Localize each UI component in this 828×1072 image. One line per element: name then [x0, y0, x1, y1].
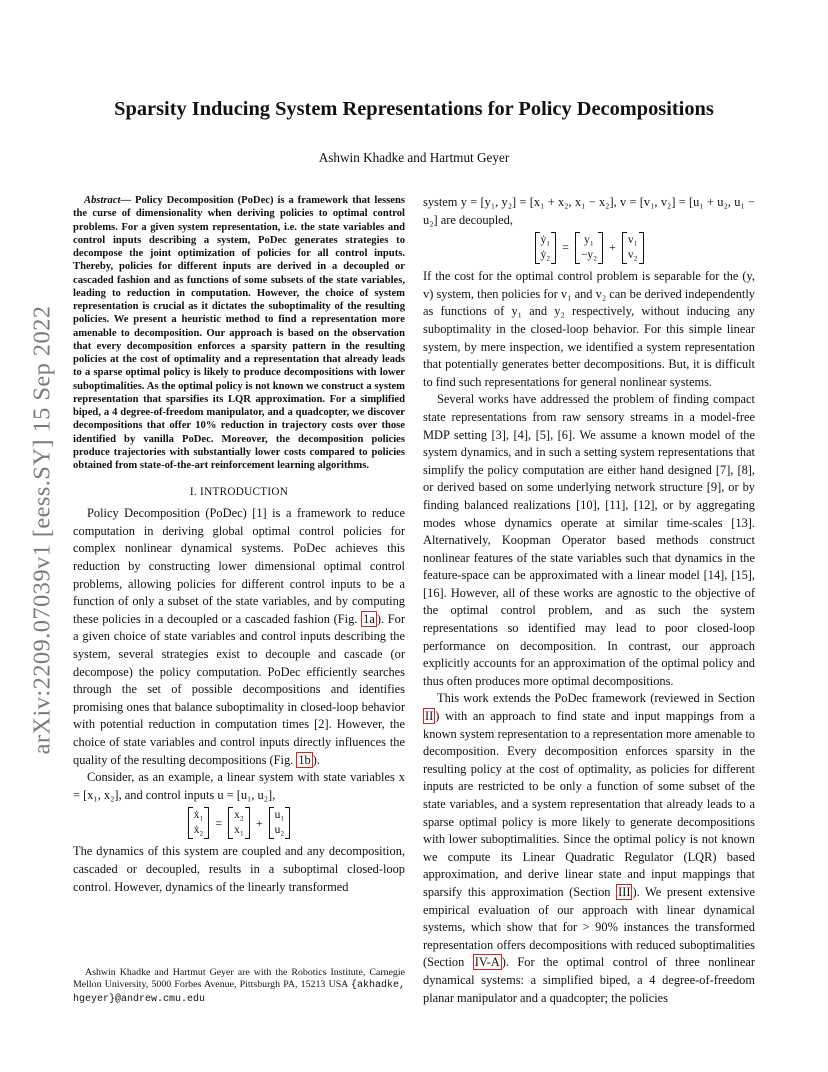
abstract-text: — Policy Decomposition (PoDec) is a framework that lessens the curse of dimensionality when deriving policies to optimal control problems. For a given system representation, i.e. the state variables and control inputs describing a system, PoDec generates strategies to decompose the joint optimization of policies for all control inputs. Thereby, policies for different inputs are derived in a decoupled or cascaded fashion and as functions of some subsets of the state variables, leading to reduction in computation. However, the choice of system representation is crucial as it dictates the suboptimality of the resulting policies. We present a heuristic method to find a representation more amenable to decomposition. Our approach is based on the observation that every decomposition enforces a sparsity pattern in the resulting policies at the cost of optimality and a representation that already leads to a sparse optimal policy is likely to produce decompositions with lower suboptimalities. As the optimal policy is not known we construct a system representation that sparsifies its LQR approximation. For a simplified biped, a 4 degree-of-freedom manipulator, and a quadcopter, we discover decompositions that offer 10% reduction in trajectory costs over those identified by vanilla PoDec. Moreover, the decomposition policies produce trajectories with substantially lower costs compared to policies obtained from state-of-the-art reinforcement learning algorithms.: [73, 195, 405, 471]
transformed-system-text: system y = [y₁, y₂] = [x₁ + x₂, x₁ − x₂], v = [v₁, v₂] = [u₁ + u₂, u₁ − u₂] are decoupled,: [423, 195, 755, 227]
section-ref-II[interactable]: II: [425, 709, 434, 724]
intro-paragraph-4: If the cost for the optimal control problem is separable for the (y, v) system, then policies for v₁ and v₂ can be derived independently as functions of y₁ and y₂ respectively, without inducing any suboptimality in the closed-loop behavior. For this simple linear system, by mere inspection, we identified a system representation that potentially generates better decompositions. But, it is difficult to find such representations for general nonlinear systems.: [423, 269, 755, 389]
right-column: [423, 194, 755, 1007]
intro-paragraph-1: Policy Decomposition (PoDec) [1] is a framework to reduce computation in deriving global optimal control policies for complex nonlinear dynamical systems. PoDec achieves this reduction by constructing lower dimensional optimal control problems, allowing policies for different control inputs to be a function of only a subset of the state variables, and by computing these policies in a decoupled or a cascaded fashion (Fig. 1a ). For a given choice of state variables and control inputs describing the system, several strategies exist to decouple and cascade (or decompose) the policy computation. PoDec efficiently searches through the set of possible decompositions and identifies promising ones that balance suboptimality in closed-loop behavior with potential reduction in computation times [2]. However, the choice of state variables and control inputs directly influences the quality of the resulting decompositions (Fig. 1b ).: [73, 506, 405, 767]
footnote-email[interactable]: {akhadke, hgeyer}@andrew.cmu.edu: [73, 980, 405, 1005]
arxiv-identifier: [22, 280, 62, 780]
paper-title: Sparsity Inducing System Representations for Policy Decompositions: [114, 98, 714, 120]
abstract: [73, 194, 405, 472]
section-ref-III[interactable]: III: [618, 884, 631, 899]
figure-ref-1b[interactable]: 1b: [298, 752, 311, 767]
matrix-input: v₁ v₂: [622, 232, 644, 264]
arxiv-identifier-text: arXiv:2209.07039v1 [eess.SY] 15 Sep 2022: [28, 305, 56, 755]
equation-decoupled-system: ẏ₁ ẏ₂ = y₁ −y₂ + v₁ v₂: [423, 232, 755, 264]
matrix-state: x₂ x₁: [228, 807, 250, 839]
introduction-left: [73, 505, 405, 896]
author-footnote: [73, 967, 405, 1006]
introduction-right: [423, 194, 755, 1007]
intro-paragraph-2: Consider, as an example, a linear system with state variables x = [x₁, x₂], and control inputs u = [u₁, u₂],: [73, 770, 405, 802]
footnote-text: Ashwin Khadke and Hartmut Geyer are with the Robotics Institute, Carnegie Mellon University, 5000 Forbes Avenue, Pittsburgh PA, 15213 USA: [73, 967, 405, 991]
intro-paragraph-5: Several works have addressed the problem of finding compact state representations from raw sensory streams in a model-free MDP setting [3], [4], [5], [6]. We assume a known model of the system dynamics, and in such a setting system representations that simplify the policy computation are either hand designed [7], [8], or derived based on some underlying network structure [9], or by finding balanced realizations [10], [11], [12], or by aggregating modes whose dynamics operate at similar time-scales [13]. Alternatively, Koopman Operator based methods construct nonlinear features of the state variables such that dynamics in the feature-space can be approximated with a linear model [14], [15], [16]. However, all of these works are agnostic to the objective of the optimal control problem, and as such the system representations so identified may lead to poor closed-loop performance on decomposition. In contrast, our approach explicitly accounts for an approximation of the optimal policy and thus often produces more optimal decompositions.: [423, 392, 755, 688]
paper-authors: Ashwin Khadke and Hartmut Geyer: [318, 150, 510, 165]
figure-ref-1a[interactable]: 1a: [363, 611, 375, 626]
left-column: [73, 194, 405, 896]
equation-coupled-system: ẋ₁ ẋ₂ = x₂ x₁ + u₁ u₂: [73, 807, 405, 839]
matrix-lhs: ẋ₁ ẋ₂: [188, 807, 210, 839]
section-heading-introduction: I. INTRODUCTION: [189, 486, 289, 499]
intro-paragraph-3: The dynamics of this system are coupled and any decomposition, cascaded or decoupled, results in a suboptimal closed-loop control. However, dynamics of the linearly transformed: [73, 844, 405, 894]
matrix-input: u₁ u₂: [269, 807, 291, 839]
intro-paragraph-6: This work extends the PoDec framework (reviewed in Section II ) with an approach to find state and input mappings from a known system representation to a representation more amenable to decomposition. Every decomposition enforces sparsity in the resulting policy at the cost of optimality, as policies for different inputs are restricted to be only a function of some subset of the state variables, and a system representation that already leads to a sparse optimal policy is more likely to generate decompositions with lower suboptimalities. Since the optimal policy is not known we compute its Linear Quadratic Regulator (LQR) based approximation, and derive linear state and input mappings that sparsify this approximation (Section III ). We present extensive empirical evaluation of our approach with linear dynamical systems, which show that for > 90% instances the transformed representation offers decompositions with reduced suboptimalities (Section IV-A ). For the optimal control of three nonlinear dynamical systems: a simplified biped, a 4 degree-of-freedom planar manipulator and a quadcopter; the policies: [423, 691, 755, 1005]
matrix-state: y₁ −y₂: [575, 232, 603, 264]
abstract-lead: Abstract: [84, 195, 121, 206]
matrix-lhs: ẏ₁ ẏ₂: [535, 232, 557, 264]
section-ref-IV-A[interactable]: IV-A: [474, 955, 500, 970]
